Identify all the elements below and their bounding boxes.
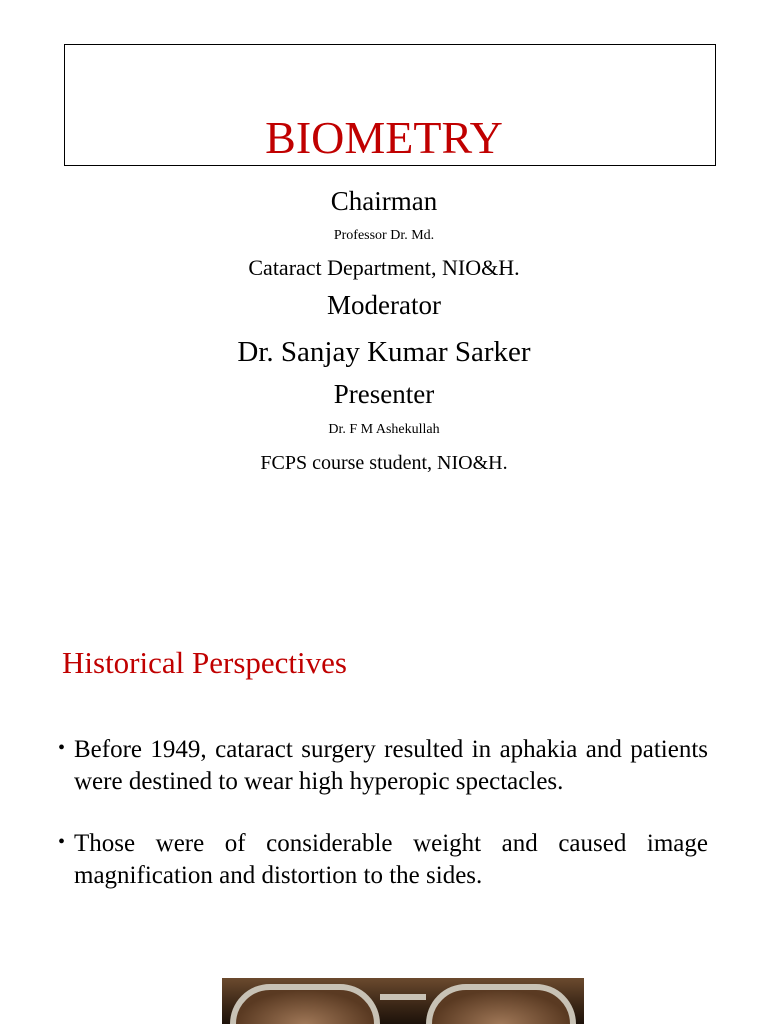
bullet-text: Before 1949, cataract surgery resulted in aphakia and patients were destined to wear high hyperopic spectacles. bbox=[74, 736, 708, 795]
history-slide bbox=[0, 600, 768, 1024]
bullet-item bbox=[58, 828, 708, 892]
bullet-icon: • bbox=[58, 737, 66, 759]
bullet-item bbox=[58, 734, 708, 798]
spectacles-photo bbox=[222, 978, 584, 1024]
chairman-department: Cataract Department, NIO&H. bbox=[248, 255, 520, 280]
spectacle-lens-left bbox=[230, 984, 380, 1024]
presenter-label: Presenter bbox=[333, 379, 435, 409]
chairman-label: Chairman bbox=[330, 186, 438, 216]
presenter-name: Dr. F M Ashekullah bbox=[328, 422, 440, 437]
bullet-text: Those were of considerable weight and caused image magnification and distortion to the sides. bbox=[74, 830, 708, 889]
moderator-name: Dr. Sanjay Kumar Sarker bbox=[237, 336, 531, 368]
section-heading: Historical Perspectives bbox=[62, 645, 347, 680]
moderator-label: Moderator bbox=[327, 290, 441, 320]
presenter-role: FCPS course student, NIO&H. bbox=[260, 452, 508, 474]
bullet-list bbox=[58, 734, 708, 922]
spectacle-lens-right bbox=[426, 984, 576, 1024]
chairman-name: Professor Dr. Md. bbox=[333, 228, 435, 243]
slide-title: BIOMETRY bbox=[265, 112, 503, 163]
spectacle-bridge bbox=[380, 994, 426, 1000]
bullet-icon: • bbox=[58, 831, 66, 853]
